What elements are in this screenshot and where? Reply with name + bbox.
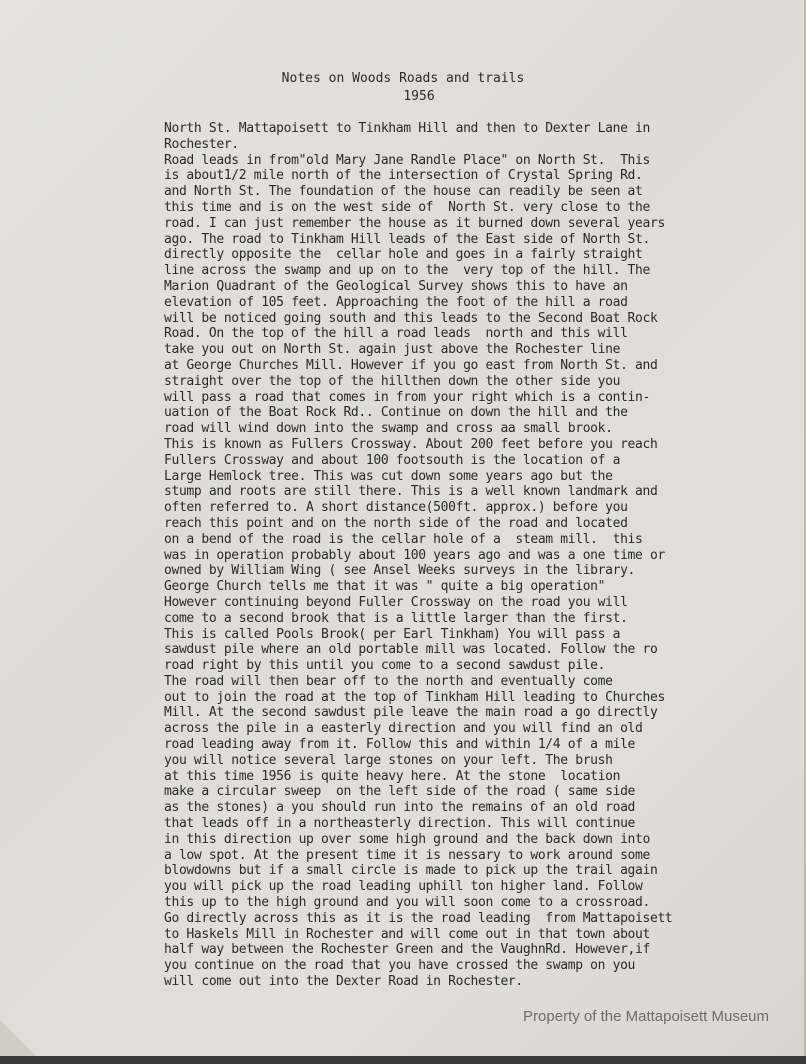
body-line: Road. On the top of the hill a road leads north and this will [164,326,628,342]
body-line: is about1/2 mile north of the intersection of Crystal Spring Rd. [164,168,643,184]
body-line: at this time 1956 is quite heavy here. At the stone location [164,768,621,784]
body-line: This is known as Fullers Crossway. About 200 feet before you reach [164,436,658,452]
body-line: Rochester. [164,136,239,152]
body-line: Large Hemlock tree. This was cut down some years ago but the [164,468,613,484]
body-line: Fullers Crossway and about 100 footsouth is the location of a [164,452,621,468]
body-line: George Church tells me that it was " quite a big operation" [164,579,606,595]
body-line: North St. Mattapoisett to Tinkham Hill and then to Dexter Lane in [164,121,650,136]
body-line: owned by William Wing ( see Ansel Weeks surveys in the library. [164,563,636,579]
body-line: half way between the Rochester Green and the VaughnRd. However,if [164,942,650,958]
page-corner-fold [0,1020,36,1056]
document-body [164,121,804,990]
body-line: reach this point and on the north side of the road and located [164,515,628,531]
body-line: this up to the high ground and you will soon come to a crossroad. [164,895,650,911]
body-line: across the pile in a easterly direction and you will find an old [164,721,643,737]
body-line: you continue on the road that you have crossed the swamp on you [164,958,636,974]
body-line: will be noticed going south and this leads to the Second Boat Rock [164,310,658,326]
body-line: you will pick up the road leading uphill ton higher land. Follow [164,879,643,895]
body-line: road. I can just remember the house as it burned down several years [164,215,665,231]
body-line: take you out on North St. again just above the Rochester line [164,342,621,358]
body-line: However continuing beyond Fuller Crossway on the road you will [164,594,628,610]
body-line: you will notice several large stones on your left. The brush [164,752,613,768]
body-line: at George Churches Mill. However if you go east from North St. and [164,357,658,373]
body-line: The road will then bear off to the north and eventually come [164,673,613,689]
body-line: line across the swamp and up on to the very top of the hill. The [164,263,650,279]
body-line: ago. The road to Tinkham Hill leads of the East side of North St. [164,231,650,247]
body-line: Mill. At the second sawdust pile leave the main road a go directly [164,705,658,721]
body-line: road leading away from it. Follow this and within 1/4 of a mile [164,737,636,753]
document-title-block [0,70,806,106]
body-line: elevation of 105 feet. Approaching the foot of the hill a road [164,294,628,310]
body-line: will come out into the Dexter Road in Rochester. [164,974,523,990]
body-line: stump and roots are still there. This is a well known landmark and [164,484,658,500]
body-line: will pass a road that comes in from your right which is a contin- [164,389,650,405]
body-line: blowdowns but if a small circle is made to pick up the trail again [164,863,658,879]
body-line: uation of the Boat Rock Rd.. Continue on down the hill and the [164,405,628,421]
body-line: and North St. The foundation of the house can readily be seen at [164,184,643,200]
body-line: come to a second brook that is a little larger than the first. [164,610,628,626]
body-line: to Haskels Mill in Rochester and will come out in that town about [164,926,650,942]
body-line: was in operation probably about 100 years ago and was a one time or [164,547,665,563]
scan-background-edge [0,1056,806,1064]
body-line: out to join the road at the top of Tinkham Hill leading to Churches [164,689,665,705]
body-line: Road leads in from"old Mary Jane Randle Place" on North St. This [164,152,650,168]
body-line: in this direction up over some high ground and the back down into [164,831,650,847]
body-line: this time and is on the west side of North St. very close to the [164,199,650,215]
body-line: that leads off in a northeasterly direction. This will continue [164,816,636,832]
body-line: road will wind down into the swamp and cross aa small brook. [164,421,613,437]
body-line: This is called Pools Brook( per Earl Tinkham) You will pass a [164,626,621,642]
body-line: as the stones) a you should run into the remains of an old road [164,800,636,816]
museum-watermark: Property of the Mattapoisett Museum [523,1008,769,1025]
body-line: directly opposite the cellar hole and goes in a fairly straight [164,247,643,263]
body-line: make a circular sweep on the left side of the road ( same side [164,784,636,800]
body-line: often referred to. A short distance(500ft. approx.) before you [164,500,628,516]
document-year: 1956 [403,89,435,104]
body-line: straight over the top of the hillthen down the other side you [164,373,621,389]
body-line: on a bend of the road is the cellar hole of a steam mill. this [164,531,643,547]
body-line: road right by this until you come to a second sawdust pile. [164,658,606,674]
body-line: a low spot. At the present time it is nessary to work around some [164,847,650,863]
document-title: Notes on Woods Roads and trails [281,71,525,86]
body-line: Marion Quadrant of the Geological Survey shows this to have an [164,278,628,294]
body-line: sawdust pile where an old portable mill was located. Follow the ro [164,642,658,658]
body-line: Go directly across this as it is the road leading from Mattapoisett [164,910,673,926]
